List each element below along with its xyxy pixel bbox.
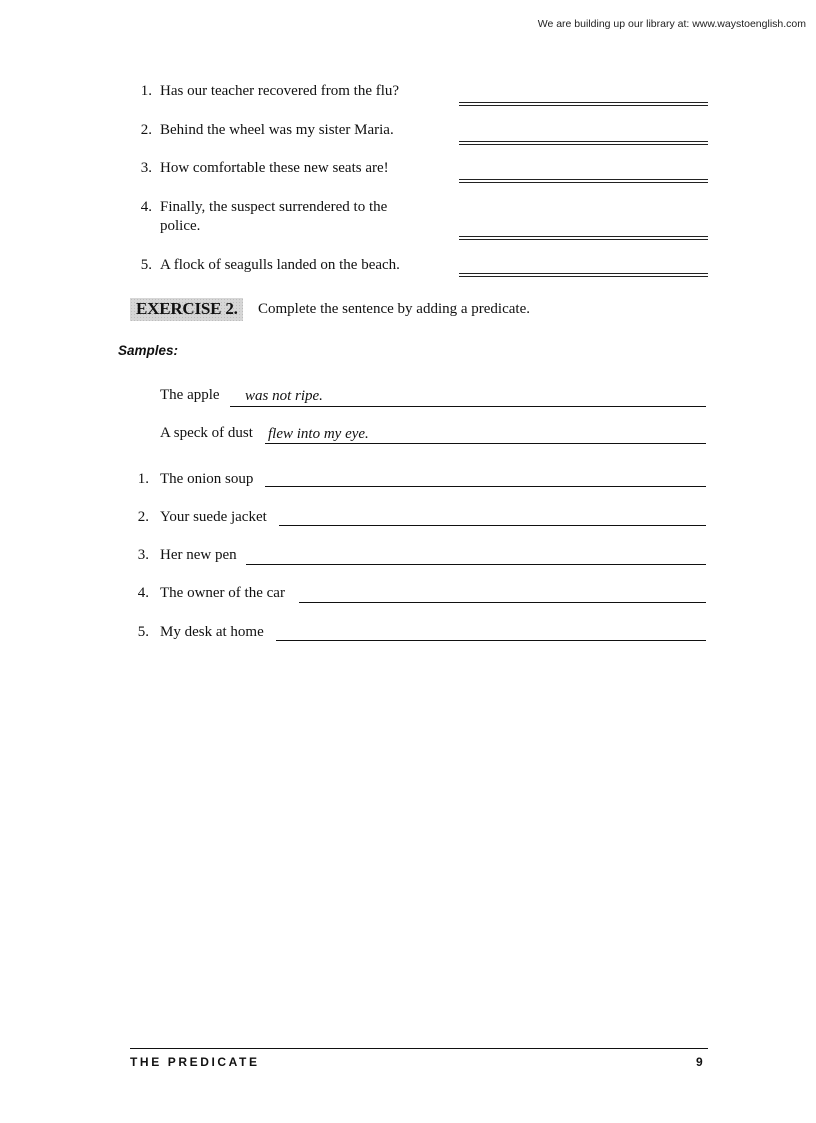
list-item [0,121,816,141]
item-text: Has our teacher recovered from the flu? [160,83,400,99]
answer-line[interactable] [279,525,706,526]
list-item [0,584,816,604]
item-number: 3. [137,547,149,563]
item-number: 1. [140,83,152,99]
answer-line[interactable] [459,273,708,277]
list-item [0,198,816,238]
samples-heading: Samples: [118,343,179,358]
list-item [0,470,816,490]
sample-subject: The apple [160,387,220,403]
library-watermark: We are building up our library at: www.waystoenglish.com [537,18,806,30]
item-text: The onion soup [160,471,254,487]
answer-line[interactable] [459,141,708,145]
answer-line[interactable] [299,602,706,603]
item-number: 4. [140,199,152,215]
item-text: The owner of the car [160,585,285,601]
item-text: My desk at home [160,624,264,640]
exercise-label: EXERCISE 2. [130,298,243,321]
answer-line[interactable] [459,179,708,183]
sample-subject: A speck of dust [160,425,253,441]
item-number: 4. [137,585,149,601]
item-number: 3. [140,160,152,176]
list-item [0,82,816,102]
list-item [0,159,816,179]
item-text: Her new pen [160,547,237,563]
sample-answer-line [230,406,706,407]
item-number: 5. [140,257,152,273]
answer-line[interactable] [459,102,708,106]
page-number: 9 [696,1055,703,1069]
answer-line[interactable] [265,486,706,487]
item-number: 1. [137,471,149,487]
answer-line[interactable] [276,640,706,641]
item-text: Your suede jacket [160,509,267,525]
item-text: Finally, the suspect surrendered to the [160,199,388,215]
exercise-instruction: Complete the sentence by adding a predicate. [258,301,530,317]
item-number: 2. [137,509,149,525]
item-text: How comfortable these new seats are! [160,160,389,176]
footer-rule [130,1048,708,1049]
sample-answer: flew into my eye. [268,426,369,442]
item-text: A flock of seagulls landed on the beach. [160,257,400,273]
sample-answer-line [265,443,706,444]
item-number: 2. [140,122,152,138]
sample-answer: was not ripe. [245,388,323,404]
footer-chapter-title: THE PREDICATE [130,1055,260,1069]
list-item [0,546,816,566]
item-text-continued: police. [160,218,201,234]
item-number: 5. [137,624,149,640]
answer-line[interactable] [246,564,706,565]
answer-line[interactable] [459,236,708,240]
item-text: Behind the wheel was my sister Maria. [160,122,394,138]
